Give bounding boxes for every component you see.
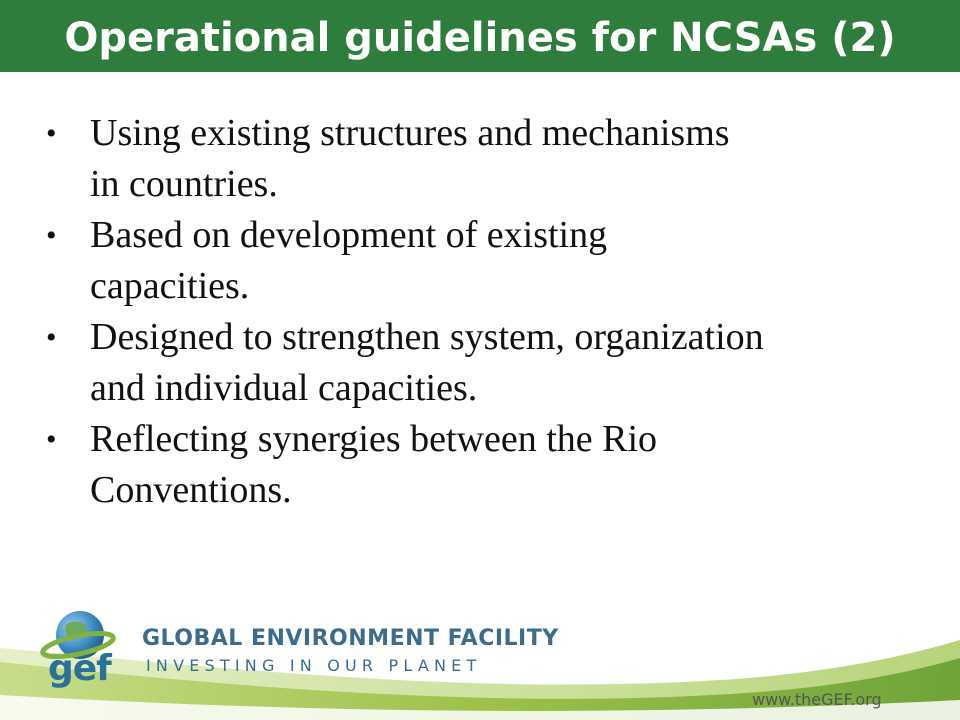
website-url: www.theGEF.org: [752, 690, 882, 709]
bullet-text-line: Based on development of existing: [90, 214, 608, 256]
bullet-item: [44, 414, 904, 516]
bullet-dot: •: [46, 321, 57, 354]
bullet-dot: •: [46, 423, 57, 456]
bullet-dot: •: [46, 219, 57, 252]
bullet-text-line: Reflecting synergies between the Rio: [90, 418, 658, 460]
bullet-item: [44, 108, 904, 210]
bullet-text-line: in countries.: [90, 163, 278, 205]
bullet-item: [44, 210, 904, 312]
bullet-text-line: Conventions.: [90, 469, 292, 511]
slide-title: Operational guidelines for NCSAs (2): [64, 15, 896, 61]
gef-logo-text: gef: [48, 648, 111, 689]
bullet-list: [44, 108, 904, 516]
organization-name: GLOBAL ENVIRONMENT FACILITY: [142, 626, 559, 651]
bullet-text-line: Designed to strengthen system, organization: [90, 316, 764, 358]
bullet-dot: •: [46, 117, 57, 150]
bullet-text-line: capacities.: [90, 265, 250, 307]
bullet-item: [44, 312, 904, 414]
bullet-text-line: Using existing structures and mechanisms: [90, 112, 730, 154]
bullet-text-line: and individual capacities.: [90, 367, 478, 409]
organization-tagline: INVESTING IN OUR PLANET: [146, 656, 482, 675]
